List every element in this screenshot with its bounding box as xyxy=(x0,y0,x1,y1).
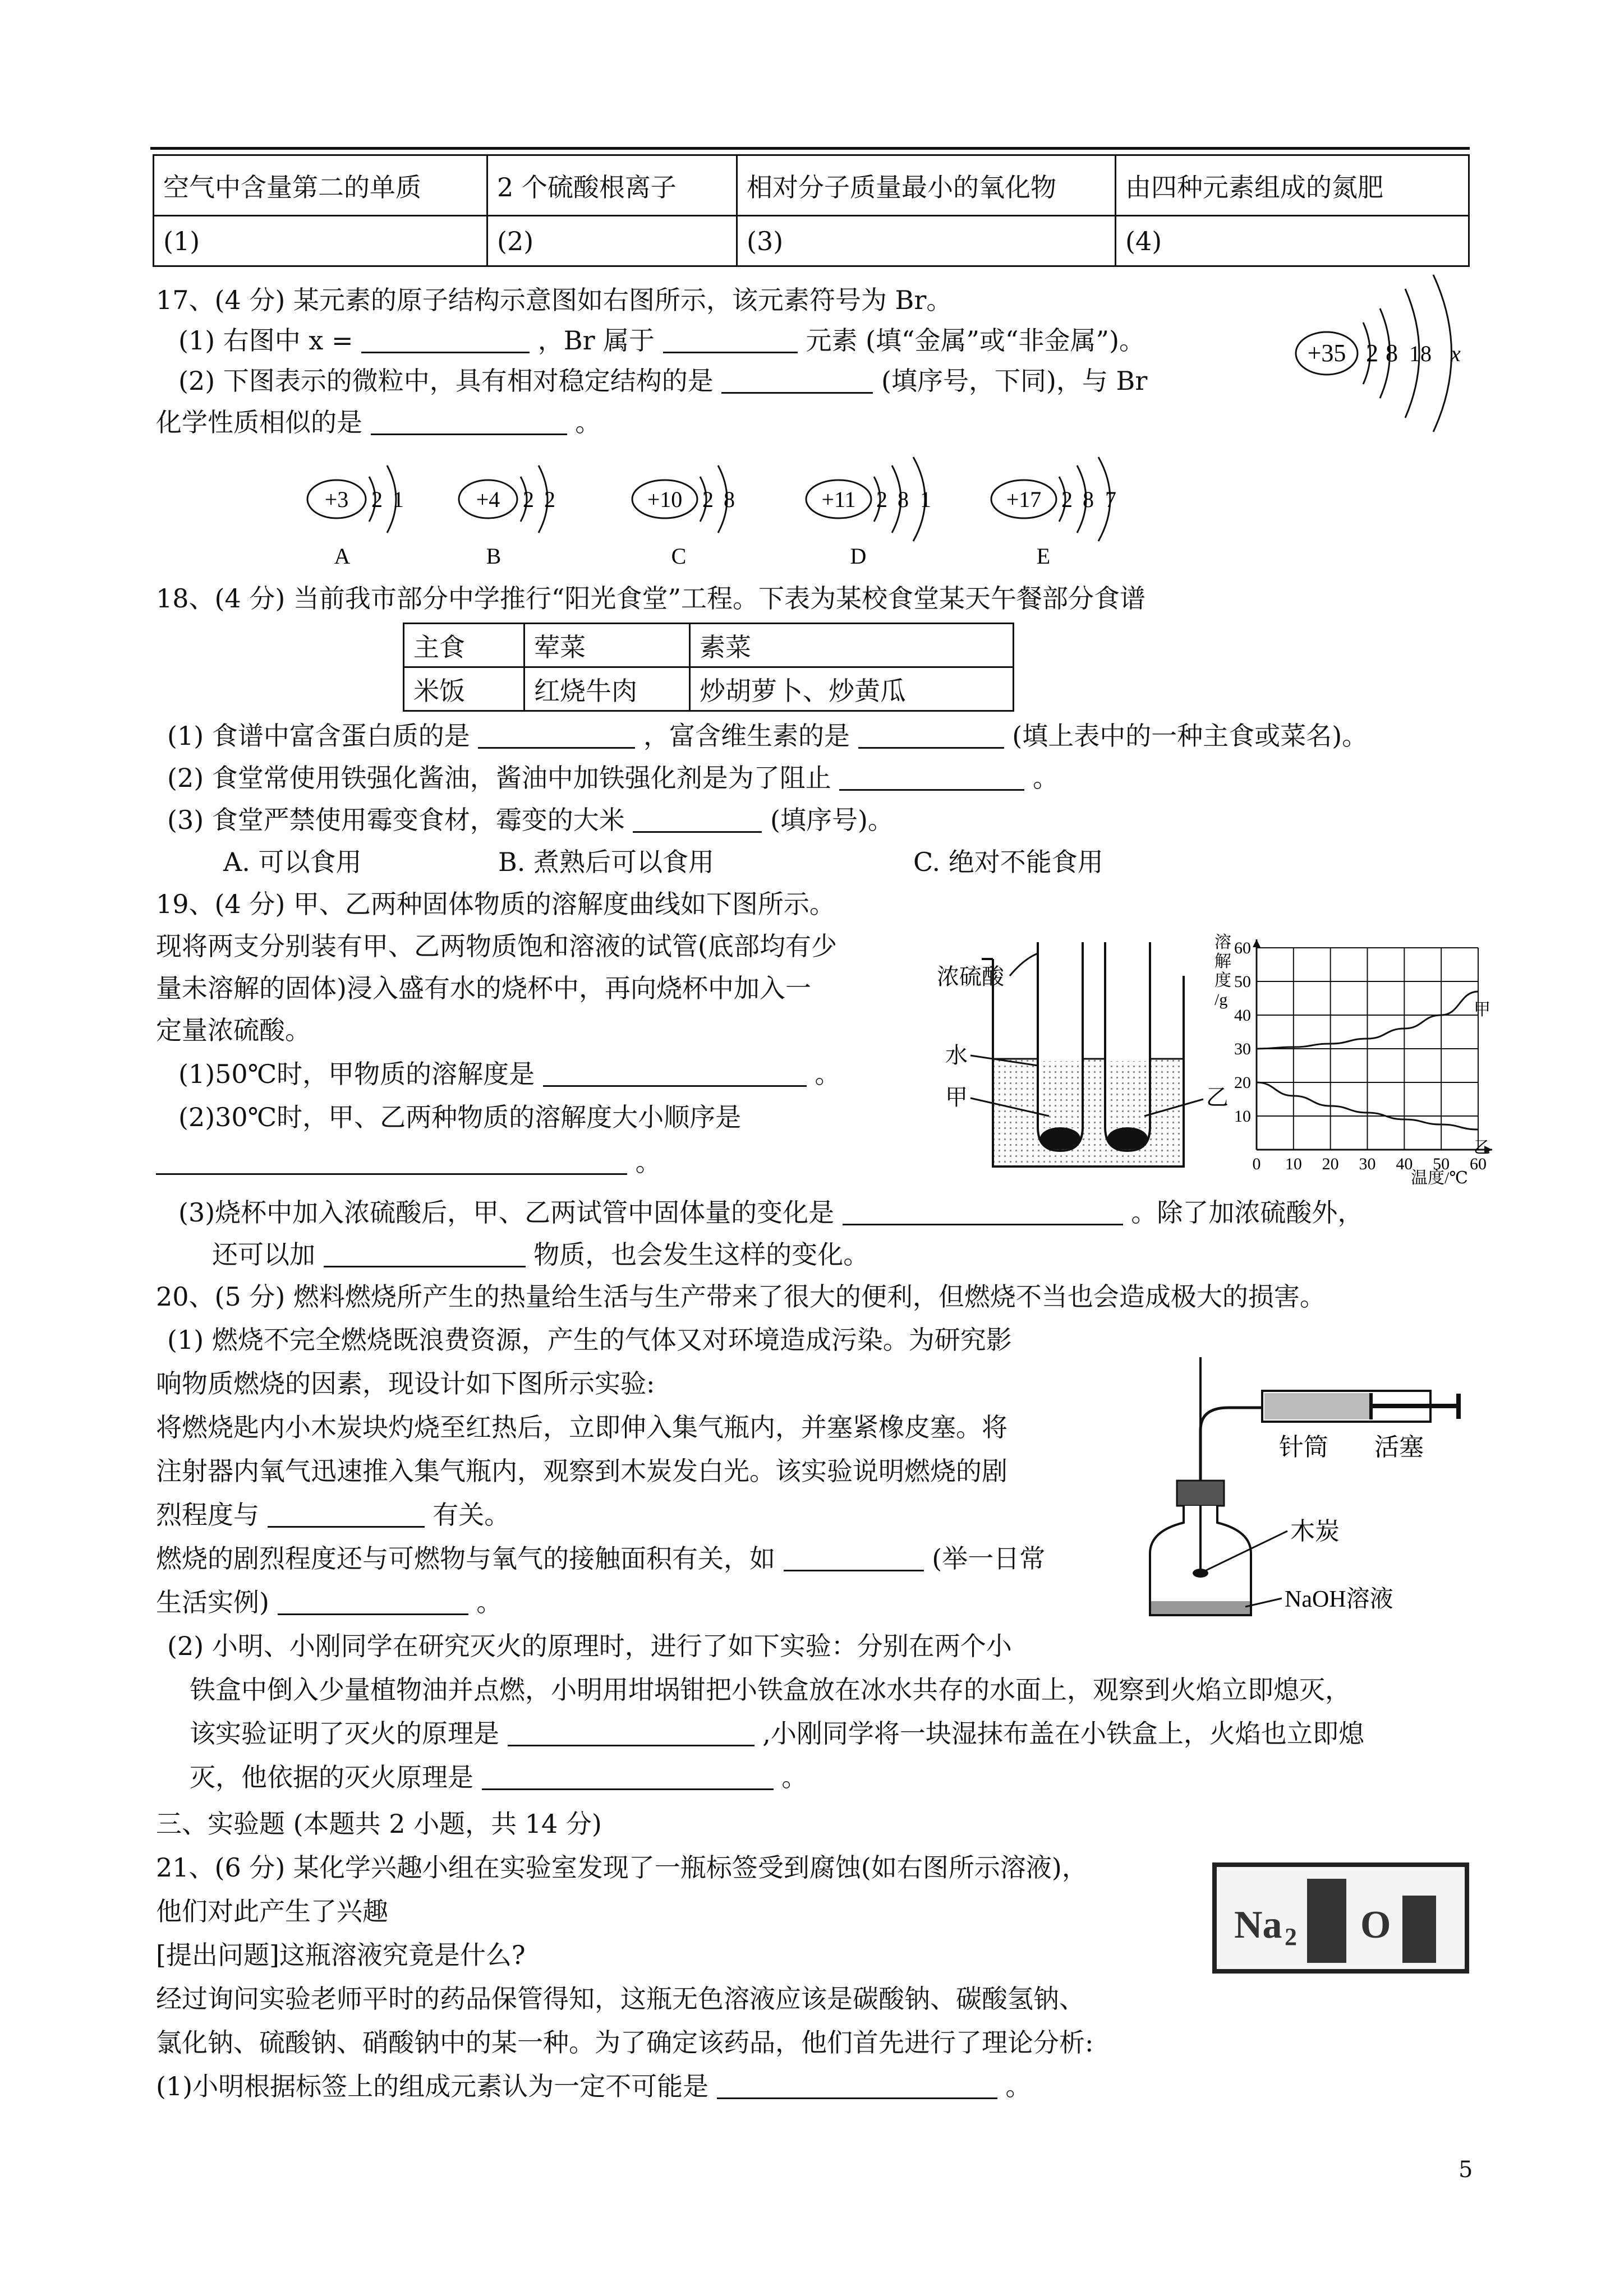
q20-p2-text: ,小刚同学将一块湿抹布盖在小铁盒上，火焰也立即熄 xyxy=(762,1718,1364,1749)
y-axis-title-line: 度 xyxy=(1214,971,1231,990)
solubility-chart xyxy=(1214,920,1501,1189)
q17-p1-text: ，Br 属于 xyxy=(537,325,655,356)
answer-blank[interactable] xyxy=(843,1198,1123,1225)
x-tick-label: 10 xyxy=(1285,1155,1302,1173)
beaker-diagram xyxy=(926,931,1240,1189)
chart-ticks xyxy=(1234,939,1487,1173)
q21-line: [提出问题]这瓶溶液究竟是什么? xyxy=(156,1940,526,1970)
q19-p1-text: 。 xyxy=(815,1059,841,1089)
q18-p1-text: (1) 食谱中富含蛋白质的是 xyxy=(167,721,470,751)
br-atom-diagram xyxy=(1285,264,1487,443)
table-header: 空气中含量第二的单质 xyxy=(154,155,487,216)
q21-p1-text: (1)小明根据标签上的组成元素认为一定不可能是 xyxy=(156,2071,709,2101)
q20-p1-contact xyxy=(156,1543,1045,1574)
q19-p3-text: 还可以加 xyxy=(212,1239,315,1270)
q20-p1-text: 生活实例) xyxy=(156,1587,269,1617)
page-number: 5 xyxy=(1459,2157,1473,2183)
shell-count: 2 xyxy=(544,487,555,512)
q20-p2-text: 。 xyxy=(781,1762,808,1792)
q20-p1-text: 有关。 xyxy=(433,1500,510,1530)
q20-p2-principle xyxy=(190,1718,1364,1749)
table-header: 2 个硫酸根离子 xyxy=(487,155,737,216)
q19-p1-text: (1)50℃时，甲物质的溶解度是 xyxy=(178,1059,535,1089)
q20-p1-text: 燃烧的剧烈程度还与可燃物与氧气的接触面积有关，如 xyxy=(156,1543,775,1574)
menu-header: 荤菜 xyxy=(525,624,690,667)
answer-blank[interactable] xyxy=(268,1500,425,1528)
q20-p1-text: 烈程度与 xyxy=(156,1500,259,1530)
q18-option[interactable]: A. 可以食用 xyxy=(223,847,362,877)
particle-c xyxy=(632,465,735,569)
particle-a xyxy=(307,465,404,569)
chart-grid xyxy=(1257,948,1478,1150)
table-cell[interactable]: (1) xyxy=(154,216,487,266)
x-tick-label: 40 xyxy=(1396,1155,1413,1173)
answer-blank[interactable] xyxy=(839,763,1024,791)
damaged-label xyxy=(1212,1862,1470,1974)
particle-diagrams xyxy=(292,449,1189,578)
q20-p1-example xyxy=(156,1587,502,1618)
answer-blank[interactable] xyxy=(784,1544,924,1571)
answer-blank[interactable] xyxy=(717,2072,997,2099)
answer-blank[interactable] xyxy=(508,1719,755,1746)
answer-blank[interactable] xyxy=(482,1763,774,1790)
shell-count: 18 xyxy=(1409,341,1432,366)
nucleus-charge: +17 xyxy=(1006,487,1042,512)
x-axis-title: 温度/℃ xyxy=(1411,1169,1468,1187)
shell-count: 7 xyxy=(1105,487,1116,512)
answer-blank[interactable] xyxy=(278,1588,468,1615)
x-tick-label: 20 xyxy=(1322,1155,1339,1173)
y-axis-title xyxy=(1214,933,1236,1009)
particle-label: E xyxy=(1036,543,1051,569)
shell-count: 1 xyxy=(393,487,404,512)
q21-line: 经过询问实验老师平时的药品保管得知，这瓶无色溶液应该是碳酸钠、碳酸氢钠、 xyxy=(156,1984,1085,2014)
chart-series xyxy=(1257,992,1490,1157)
q20-p2-text: 灭，他依据的灭火原理是 xyxy=(190,1762,473,1792)
shell-count: 1 xyxy=(920,487,931,512)
q18-option[interactable]: B. 煮熟后可以食用 xyxy=(498,847,715,877)
y-axis-title-line: /g xyxy=(1214,990,1228,1009)
combustion-apparatus xyxy=(1144,1346,1481,1626)
q18-title: 18、(4 分) 当前我市部分中学推行“阳光食堂”工程。下表为某校食堂某天午餐部分食谱 xyxy=(156,583,1145,614)
nucleus-charge: +3 xyxy=(324,487,349,512)
y-tick-label: 20 xyxy=(1234,1073,1251,1092)
nucleus-charge: +4 xyxy=(476,487,500,512)
q21-title: 21、(6 分) 某化学兴趣小组在实验室发现了一瓶标签受到腐蚀(如右图所示溶液)， xyxy=(156,1852,1088,1883)
electron-shell xyxy=(1433,275,1452,432)
shell-count: 2 xyxy=(1061,487,1073,512)
q20-p1-text: 。 xyxy=(476,1587,503,1617)
q18-p1-text: ，富含维生素的是 xyxy=(643,721,850,751)
q18-p2-text: (2) 食堂常使用铁强化酱油，酱油中加铁强化剂是为了阻止 xyxy=(167,763,831,793)
particle-label: D xyxy=(850,543,867,569)
table-cell[interactable]: (4) xyxy=(1116,216,1469,266)
yi-label: 乙 xyxy=(1206,1085,1229,1110)
q19-intro: 现将两支分别装有甲、乙两物质饱和溶液的试管(底部均有少 xyxy=(156,931,837,961)
q19-p3b xyxy=(212,1239,869,1270)
q19-p2-text: 。 xyxy=(635,1147,661,1177)
answer-blank[interactable] xyxy=(663,326,798,353)
q17-title: 17、(4 分) 某元素的原子结构示意图如右图所示，该元素符号为 Br。 xyxy=(156,285,953,315)
header-rule xyxy=(150,147,1470,150)
particle-e xyxy=(991,457,1116,569)
series-label: 乙 xyxy=(1474,1138,1490,1157)
tube-solution xyxy=(1107,1061,1148,1128)
answer-blank[interactable] xyxy=(721,366,873,394)
q19-p2: (2)30℃时，甲、乙两种物质的溶解度大小顺序是 xyxy=(178,1102,742,1132)
shell-count: 8 xyxy=(724,487,735,512)
x-tick-label: 50 xyxy=(1433,1155,1450,1173)
x-tick-label: 60 xyxy=(1470,1155,1487,1173)
y-tick-label: 30 xyxy=(1234,1040,1251,1058)
menu-cell: 炒胡萝卜、炒黄瓜 xyxy=(690,667,1014,711)
shell-count: 2 xyxy=(523,487,534,512)
q21-p1-text: 。 xyxy=(1005,2071,1032,2101)
water-label: 水 xyxy=(945,1043,968,1068)
delivery-tube xyxy=(1200,1408,1262,1486)
q20-p1-degree xyxy=(156,1500,510,1530)
y-arrow-icon xyxy=(1253,939,1260,947)
table-cell[interactable]: (2) xyxy=(487,216,737,266)
q19-title: 19、(4 分) 甲、乙两种固体物质的溶解度曲线如下图所示。 xyxy=(156,889,835,919)
charcoal-label: 木炭 xyxy=(1290,1518,1340,1545)
q17-p2 xyxy=(178,366,1147,397)
answer-blank[interactable] xyxy=(633,805,762,833)
nucleus-charge: +35 xyxy=(1307,339,1346,367)
q17-p1 xyxy=(178,325,1145,356)
shell-count: x xyxy=(1451,341,1461,366)
q17-p2-text: (填序号，下同)，与 Br xyxy=(881,366,1148,396)
particle-label: A xyxy=(334,543,351,569)
corrosion-patch xyxy=(1307,1879,1346,1963)
barrel-label: 针筒 xyxy=(1279,1433,1328,1461)
answer-table xyxy=(153,154,1470,267)
q17-p2-text: (2) 下图表示的微粒中，具有相对稳定结构的是 xyxy=(178,366,714,396)
q21-line: 氯化钠、硫酸钠、硝酸钠中的某一种。为了确定该药品，他们首先进行了理论分析: xyxy=(156,2027,1094,2058)
x-tick-label: 30 xyxy=(1359,1155,1376,1173)
corrosion-patch xyxy=(1402,1896,1436,1963)
label-subscript: 2 xyxy=(1285,1923,1297,1951)
y-axis-title-line: 溶 xyxy=(1214,933,1231,952)
plunger-label: 活塞 xyxy=(1374,1433,1424,1461)
q18-option[interactable]: C. 绝对不能食用 xyxy=(913,847,1103,877)
x-tick-label: 0 xyxy=(1252,1155,1261,1173)
shell-count: 8 xyxy=(898,487,909,512)
q18-p1 xyxy=(167,721,1368,751)
q17-p2-text: 化学性质相似的是 xyxy=(156,407,362,437)
table-cell[interactable]: (3) xyxy=(737,216,1116,266)
y-tick-label: 10 xyxy=(1234,1107,1251,1126)
q21-line: 他们对此产生了兴趣 xyxy=(156,1896,388,1926)
answer-blank[interactable] xyxy=(324,1240,526,1267)
q19-p3-text: (3)烧杯中加入浓硫酸后，甲、乙两试管中固体量的变化是 xyxy=(178,1197,835,1228)
menu-table xyxy=(403,623,1014,712)
particle-d xyxy=(806,457,931,569)
undissolved-solid xyxy=(1040,1127,1080,1150)
q20-p1-line: (1) 燃烧不完全燃烧既浪费资源，产生的气体又对环境造成污染。为研究影 xyxy=(167,1325,1012,1355)
shell-count: 2 xyxy=(371,487,383,512)
answer-blank[interactable] xyxy=(478,721,635,749)
q20-p2-principle2 xyxy=(190,1762,807,1793)
q19-p2b xyxy=(156,1147,661,1178)
answer-blank[interactable] xyxy=(156,1147,627,1175)
shell-count: 2 xyxy=(876,487,887,512)
shell-count: 8 xyxy=(1083,487,1094,512)
q21-p1 xyxy=(156,2071,1031,2102)
y-tick-label: 60 xyxy=(1234,939,1251,957)
q17-p2-text: 。 xyxy=(575,407,601,437)
nucleus-charge: +10 xyxy=(647,487,683,512)
q17-p1-text: 元素 (填“金属”或“非金属”)。 xyxy=(806,325,1145,356)
menu-cell: 米饭 xyxy=(404,667,525,711)
q19-intro: 量未溶解的固体)浸入盛有水的烧杯中，再向烧杯中加入一 xyxy=(156,973,811,1003)
answer-blank[interactable] xyxy=(858,721,1004,749)
section-three-heading: 三、实验题 (本题共 2 小题，共 14 分) xyxy=(156,1809,602,1839)
q20-p1-line: 响物质燃烧的因素，现设计如下图所示实验: xyxy=(156,1368,655,1399)
answer-blank[interactable] xyxy=(543,1059,807,1087)
particle-label: C xyxy=(671,543,687,569)
table-header: 相对分子质量最小的氧化物 xyxy=(737,155,1116,216)
answer-blank[interactable] xyxy=(371,408,567,435)
y-tick-label: 50 xyxy=(1234,972,1251,991)
q18-p2-text: 。 xyxy=(1033,763,1059,793)
q19-p1 xyxy=(178,1059,840,1090)
q19-intro: 定量浓硫酸。 xyxy=(156,1015,311,1045)
q20-p1-line: 注射器内氧气迅速推入集气瓶内，观察到木炭发白光。该实验说明燃烧的剧 xyxy=(156,1456,1007,1486)
q19-p3-text: 物质，也会发生这样的变化。 xyxy=(533,1239,869,1270)
label-o: O xyxy=(1360,1903,1391,1947)
nucleus-charge: +11 xyxy=(821,487,856,512)
q18-p3-text: (3) 食堂严禁使用霉变食材，霉变的大米 xyxy=(167,805,625,835)
q18-p3-text: (填序号)。 xyxy=(770,805,894,835)
y-axis-title-line: 解 xyxy=(1214,952,1231,971)
answer-blank[interactable] xyxy=(361,326,530,353)
menu-header: 素菜 xyxy=(690,624,1014,667)
q20-p2-text: 该实验证明了灭火的原理是 xyxy=(190,1718,499,1749)
particle-b xyxy=(459,465,555,569)
menu-header: 主食 xyxy=(404,624,525,667)
q18-p3 xyxy=(167,805,894,836)
q17-p1-text: (1) 右图中 x = xyxy=(178,325,353,356)
q20-title: 20、(5 分) 燃料燃烧所产生的热量给生活与生产带来了很大的便利，但燃烧不当也会造成极大的损害。 xyxy=(156,1281,1326,1312)
acid-label: 浓硫酸 xyxy=(937,964,1004,989)
q20-p1-text: (举一日常 xyxy=(932,1543,1046,1574)
shell-count: 8 xyxy=(1386,339,1398,367)
q20-p2-line: 铁盒中倒入少量植物油并点燃，小明用坩埚钳把小铁盒放在冰水共存的水面上，观察到火焰立即熄灭， xyxy=(190,1675,1351,1705)
naoh-solution xyxy=(1151,1601,1250,1614)
tube-solution xyxy=(1040,1061,1080,1128)
y-tick-label: 40 xyxy=(1234,1006,1251,1025)
rubber-stopper xyxy=(1177,1481,1224,1506)
q19-p3 xyxy=(178,1197,1363,1228)
jia-label: 甲 xyxy=(945,1085,968,1110)
syringe-fill xyxy=(1264,1393,1371,1419)
table-header: 由四种元素组成的氮肥 xyxy=(1116,155,1469,216)
q20-p1-line: 将燃烧匙内小木炭块灼烧至红热后，立即伸入集气瓶内，并塞紧橡皮塞。将 xyxy=(156,1412,1007,1442)
particle-label: B xyxy=(486,543,502,569)
series-label: 甲 xyxy=(1474,1001,1490,1019)
shell-count: 2 xyxy=(1366,339,1378,367)
shell-count: 2 xyxy=(702,487,714,512)
q20-p2-line: (2) 小明、小刚同学在研究灭火的原理时，进行了如下实验：分别在两个小 xyxy=(167,1631,1012,1661)
q19-p3-text: 。除了加浓硫酸外， xyxy=(1131,1197,1364,1228)
q18-p2 xyxy=(167,763,1059,794)
q18-p1-text: (填上表中的一种主食或菜名)。 xyxy=(1012,721,1368,751)
undissolved-solid xyxy=(1107,1127,1148,1150)
q17-p2b xyxy=(156,407,601,438)
label-na: Na xyxy=(1234,1903,1282,1947)
menu-cell: 红烧牛肉 xyxy=(525,667,690,711)
naoh-label: NaOH溶液 xyxy=(1285,1587,1393,1612)
